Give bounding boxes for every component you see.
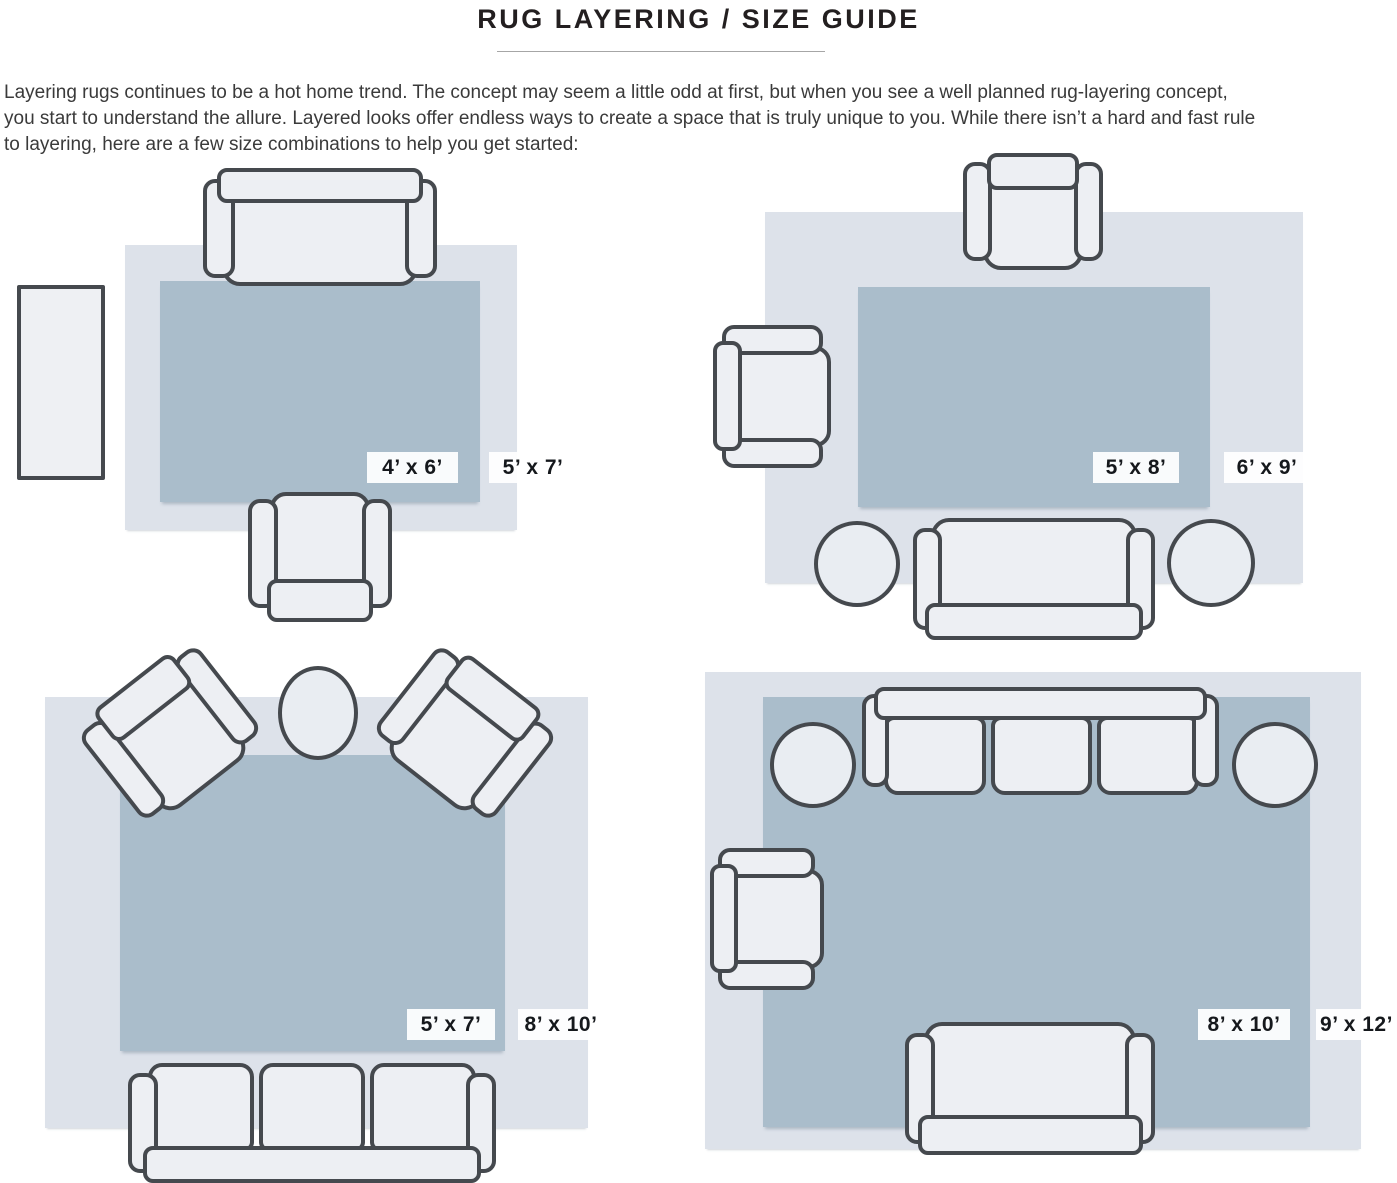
sofa-icon (203, 168, 437, 286)
oval-table-icon (278, 666, 358, 760)
inner-rug-size-label: 5’ x 8’ (1093, 452, 1179, 483)
sofa-icon (913, 518, 1155, 640)
chair-back (267, 579, 374, 622)
sofa-cushion (148, 1063, 254, 1152)
sofa-back (143, 1146, 482, 1183)
page-title: RUG LAYERING / SIZE GUIDE (477, 4, 920, 34)
diagram-top-right (640, 140, 1397, 660)
sofa-cushion (991, 716, 1093, 795)
chair-seat (732, 869, 823, 968)
intro-line: Layering rugs continues to be a hot home trend. The concept may seem a little odd at first, but when you see a well planned rug-layering concept, (4, 82, 1228, 103)
sofa-seat (931, 518, 1137, 610)
sofa-icon (128, 1063, 496, 1183)
console-table-icon (17, 285, 105, 480)
chair-back (713, 341, 742, 451)
sofa-back (918, 1115, 1143, 1155)
chair-seat (983, 179, 1084, 270)
inner-rug-size-label: 5’ x 7’ (407, 1009, 495, 1040)
sofa-cushion (370, 1063, 476, 1152)
outer-rug-size-label: 9’ x 12’ (1316, 1009, 1397, 1040)
chair-back (987, 153, 1079, 190)
intro-line: to layering, here are a few size combinations to help you get started: (4, 134, 579, 155)
sofa-seat (222, 194, 419, 286)
diagram-bottom-left (0, 640, 640, 1183)
round-table-icon (1167, 519, 1255, 607)
sofa-back (925, 603, 1143, 640)
chair-back (710, 864, 738, 973)
round-table-icon (770, 722, 856, 808)
sofa-seat (924, 1022, 1137, 1122)
sofa-icon (905, 1022, 1155, 1155)
sofa-back (874, 687, 1206, 720)
armchair-icon (963, 153, 1103, 270)
sofa-icon (862, 687, 1219, 797)
inner-rug-size-label: 8’ x 10’ (1198, 1009, 1290, 1040)
armchair-icon (713, 325, 835, 468)
diagram-top-left (0, 150, 640, 650)
diagram-bottom-right (690, 640, 1397, 1183)
outer-rug-size-label: 6’ x 9’ (1224, 452, 1310, 483)
chair-seat (270, 492, 371, 590)
sofa-back (217, 168, 423, 203)
armchair-icon (710, 848, 827, 990)
round-table-icon (814, 521, 900, 607)
title-divider (497, 51, 825, 52)
outer-rug-size-label: 5’ x 7’ (489, 452, 577, 483)
sofa-cushion (884, 716, 986, 795)
outer-rug-size-label: 8’ x 10’ (518, 1009, 604, 1040)
sofa-cushion (1097, 716, 1199, 795)
armchair-icon (248, 492, 392, 622)
intro-line: you start to understand the allure. Layered looks offer endless ways to create a space that is truly unique to you. While there isn’t a hard and fast rule (4, 108, 1256, 129)
inner-rug-size-label: 4’ x 6’ (367, 452, 458, 483)
round-table-icon (1232, 722, 1318, 808)
chair-seat (736, 346, 831, 446)
sofa-cushion (259, 1063, 365, 1152)
